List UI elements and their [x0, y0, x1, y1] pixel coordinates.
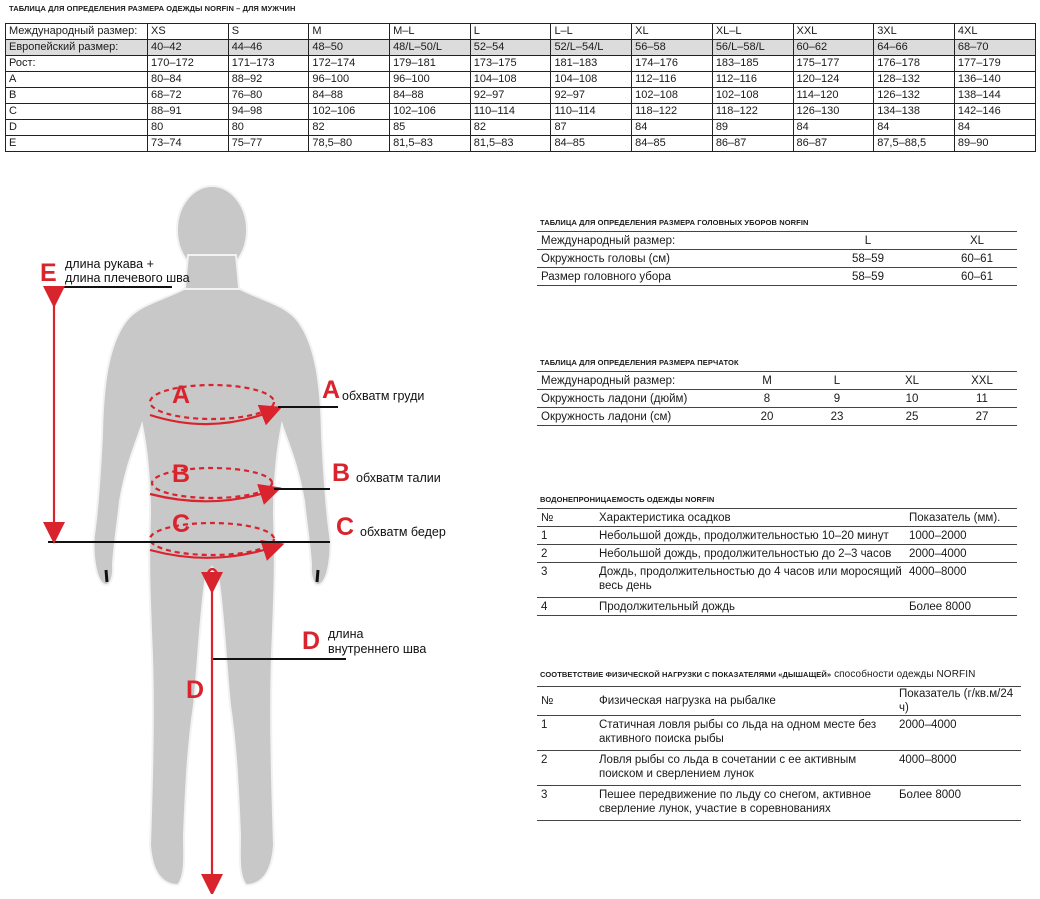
size-row-label: E [6, 136, 148, 152]
waterproof_table-cell: Продолжительный дождь [599, 600, 735, 613]
callout-letter-D: D [302, 627, 321, 655]
breathable_table-header-cell: Физическая нагрузка на рыбалке [599, 695, 776, 707]
gloves_table-cell: 9 [833, 392, 841, 405]
size-cell: 128–132 [874, 72, 955, 88]
gloves_table-cell: 8 [763, 392, 771, 405]
gloves_table-cell: 25 [905, 410, 919, 423]
size-table-row [6, 104, 1036, 120]
gloves_table-cell: 10 [905, 392, 919, 405]
size-cell: 44–46 [228, 40, 309, 56]
breathable_table-cell: 1 [541, 719, 548, 731]
size-table-row [6, 24, 1036, 40]
waterproof_table-row [537, 563, 1017, 598]
size-cell: 60–62 [793, 40, 874, 56]
breathable_table-cell: 2000–4000 [899, 719, 957, 731]
hats_table-cell: 60–61 [961, 252, 993, 265]
size-cell: 110–114 [470, 104, 551, 120]
size-cell: 118–122 [632, 104, 713, 120]
waterproof_table-cell: 4000–8000 [909, 566, 967, 578]
gloves-table-title: ТАБЛИЦА ДЛЯ ОПРЕДЕЛЕНИЯ РАЗМЕРА ПЕРЧАТОК [540, 358, 739, 367]
size-cell: 76–80 [228, 88, 309, 104]
gloves_table-cell: Международный размер: [541, 374, 676, 387]
size-cell: 88–91 [148, 104, 229, 120]
waterproof_table-cell: 4 [541, 600, 548, 613]
size-cell: 84–85 [551, 136, 632, 152]
body-letter-C: C [172, 510, 191, 538]
waterproof_table-cell: 2 [541, 547, 548, 560]
breathable_table-row [537, 716, 1021, 751]
size-cell: 68–72 [148, 88, 229, 104]
waterproof_table-header-row [537, 509, 1017, 527]
hats_table-cell: L [864, 234, 872, 247]
breathable_table-cell: Ловля рыбы со льда в сочетании с ее активным поиском и сверлением лунок [599, 754, 857, 780]
body-measurement-figure [0, 185, 520, 894]
callout-text-E-line1: длина рукава + [65, 257, 154, 271]
size-cell: 3XL [874, 24, 955, 40]
size-cell: XL–L [712, 24, 793, 40]
size-cell: 73–74 [148, 136, 229, 152]
size-table-row [6, 120, 1036, 136]
hats_table-cell: XL [969, 234, 985, 247]
size-cell: 82 [470, 120, 551, 136]
size-cell: 52–54 [470, 40, 551, 56]
callout-letter-B: B [332, 459, 351, 487]
body-letter-B: B [172, 460, 191, 488]
size-cell: 87 [551, 120, 632, 136]
breathable_table-header-cell: Показатель (г/кв.м/24 ч) [899, 688, 1014, 714]
gloves_table-row [537, 408, 1017, 426]
size-cell: 176–178 [874, 56, 955, 72]
size-cell: 89 [712, 120, 793, 136]
hats_table-row [537, 232, 1017, 250]
size-table-row [6, 40, 1036, 56]
hats_table-row [537, 250, 1017, 268]
size-cell: 92–97 [551, 88, 632, 104]
hats-size-table [537, 231, 1017, 286]
size-cell: 84 [632, 120, 713, 136]
body-letter-A: A [172, 381, 191, 409]
gloves_table-cell: 23 [830, 410, 844, 423]
breathable_table-cell: Статичная ловля рыбы со льда на одном месте без активного поиска рыбы [599, 719, 877, 745]
hats_table-cell: Окружность головы (см) [541, 252, 670, 265]
size-cell: 96–100 [390, 72, 471, 88]
breathable_table-header-cell: № [541, 695, 554, 707]
callout-text-E-line2: длина плечевого шва [65, 271, 190, 285]
callout-text-D-line2: внутреннего шва [328, 642, 427, 656]
size-cell: 118–122 [712, 104, 793, 120]
breathable_table-row [537, 786, 1021, 821]
size-table-row [6, 136, 1036, 152]
breathable-title-bold: СООТВЕТСТВИЕ ФИЗИЧЕСКОЙ НАГРУЗКИ С ПОКАЗАТЕЛЯМИ «ДЫШАЩЕЙ» [540, 670, 832, 679]
size-cell: 138–144 [954, 88, 1035, 104]
gloves-size-table [537, 371, 1017, 426]
size-row-label: Европейский размер: [6, 40, 148, 56]
size-table-row [6, 56, 1036, 72]
size-cell: 92–97 [470, 88, 551, 104]
size-table-title: ТАБЛИЦА ДЛЯ ОПРЕДЕЛЕНИЯ РАЗМЕРА ОДЕЖДЫ NORFIN – ДЛЯ МУЖЧИН [9, 4, 296, 13]
size-cell: 170–172 [148, 56, 229, 72]
size-cell: 177–179 [954, 56, 1035, 72]
gloves_table-cell: XL [904, 374, 920, 387]
callout-text-D-line1: длина [328, 627, 364, 641]
size-cell: 102–106 [309, 104, 390, 120]
breathable_table-row [537, 751, 1021, 786]
size-cell: L [470, 24, 551, 40]
size-cell: 179–181 [390, 56, 471, 72]
size-row-label: Международный размер: [6, 24, 148, 40]
size-cell: M [309, 24, 390, 40]
breathable_table-cell: Более 8000 [899, 789, 961, 801]
waterproof_table-cell: Дождь, продолжительностью до 4 часов или моросящий весь день [599, 566, 902, 592]
size-cell: 84–88 [390, 88, 471, 104]
size-cell: 4XL [954, 24, 1035, 40]
waterproof_table-header-cell: № [541, 511, 554, 524]
size-cell: 80 [148, 120, 229, 136]
waterproof_table-cell: 3 [541, 566, 548, 578]
breathable_table-cell: Пешее передвижение по льду со снегом, активное сверление лунок, участие в соревнованиях [599, 789, 872, 815]
size-table-row [6, 72, 1036, 88]
size-cell: 80–84 [148, 72, 229, 88]
waterproof_table-row [537, 545, 1017, 563]
size-cell: 142–146 [954, 104, 1035, 120]
size-cell: XS [148, 24, 229, 40]
size-cell: 114–120 [793, 88, 874, 104]
size-cell: 136–140 [954, 72, 1035, 88]
size-cell: 171–173 [228, 56, 309, 72]
waterproof_table-cell: Небольшой дождь, продолжительностью 10–20 минут [599, 529, 889, 542]
size-cell: 48–50 [309, 40, 390, 56]
breathable_table-cell: 2 [541, 754, 548, 766]
size-cell: 56–58 [632, 40, 713, 56]
size-cell: S [228, 24, 309, 40]
size-cell: 126–130 [793, 104, 874, 120]
size-cell: 126–132 [874, 88, 955, 104]
size-cell: 40–42 [148, 40, 229, 56]
waterproof_table-header-cell: Показатель (мм). [909, 511, 1001, 524]
breathable_table-header-row [537, 687, 1021, 716]
size-cell: 84 [874, 120, 955, 136]
size-cell: 84 [793, 120, 874, 136]
waterproof-table [537, 508, 1017, 616]
hats_table-cell: 58–59 [852, 270, 884, 283]
callout-letter-A: A [322, 376, 341, 404]
body-letter-D: D [186, 676, 205, 704]
gloves_table-row [537, 390, 1017, 408]
hats_table-cell: Международный размер: [541, 234, 676, 247]
gloves_table-cell: 27 [975, 410, 989, 423]
size-row-label: D [6, 120, 148, 136]
size-cell: 104–108 [470, 72, 551, 88]
gloves_table-row [537, 372, 1017, 390]
size-cell: 64–66 [874, 40, 955, 56]
size-cell: 104–108 [551, 72, 632, 88]
waterproof_table-cell: Более 8000 [909, 600, 971, 613]
size-cell: 175–177 [793, 56, 874, 72]
size-cell: 89–90 [954, 136, 1035, 152]
size-cell: 82 [309, 120, 390, 136]
right-finger-mark [317, 570, 318, 582]
size-cell: 181–183 [551, 56, 632, 72]
size-cell: 84–85 [632, 136, 713, 152]
gloves_table-cell: Окружность ладони (дюйм) [541, 392, 688, 405]
size-table-row [6, 88, 1036, 104]
gloves_table-cell: Окружность ладони (см) [541, 410, 672, 423]
size-cell: 110–114 [551, 104, 632, 120]
waterproof_table-header-cell: Характеристика осадков [599, 511, 731, 524]
waterproof_table-cell: 1000–2000 [909, 529, 967, 542]
size-cell: 86–87 [712, 136, 793, 152]
size-cell: XXL [793, 24, 874, 40]
size-cell: 56/L–58/L [712, 40, 793, 56]
size-cell: 75–77 [228, 136, 309, 152]
waterproof_table-cell: 1 [541, 529, 548, 542]
size-cell: 102–108 [632, 88, 713, 104]
gloves_table-cell: M [762, 374, 772, 387]
size-cell: 48/L–50/L [390, 40, 471, 56]
size-row-label: B [6, 88, 148, 104]
size-cell: 52/L–54/L [551, 40, 632, 56]
waterproof_table-cell: 2000–4000 [909, 547, 967, 560]
size-cell: 84–88 [309, 88, 390, 104]
size-cell: 174–176 [632, 56, 713, 72]
body-silhouette [0, 185, 520, 894]
gloves_table-cell: 20 [760, 410, 774, 423]
size-row-label: A [6, 72, 148, 88]
callout-text-A: обхватм груди [342, 389, 425, 403]
size-row-label: C [6, 104, 148, 120]
size-cell: 102–106 [390, 104, 471, 120]
size-cell: 80 [228, 120, 309, 136]
callout-letter-E: E [40, 259, 57, 287]
size-cell: 81,5–83 [390, 136, 471, 152]
size-cell: 84 [954, 120, 1035, 136]
breathable-title-normal: способности одежды NORFIN [831, 669, 976, 680]
waterproof-table-title: ВОДОНЕПРОНИЦАЕМОСТЬ ОДЕЖДЫ NORFIN [540, 495, 715, 504]
gloves_table-cell: 11 [976, 392, 988, 405]
waterproof_table-row [537, 598, 1017, 616]
size-cell: XL [632, 24, 713, 40]
size-cell: L–L [551, 24, 632, 40]
left-finger-mark [106, 570, 107, 582]
size-cell: 86–87 [793, 136, 874, 152]
size-cell: 173–175 [470, 56, 551, 72]
callout-text-C: обхватм бедер [360, 525, 446, 539]
size-cell: 172–174 [309, 56, 390, 72]
size-cell: 94–98 [228, 104, 309, 120]
size-cell: 112–116 [712, 72, 793, 88]
hats_table-cell: 58–59 [852, 252, 884, 265]
size-row-label: Рост: [6, 56, 148, 72]
size-cell: 102–108 [712, 88, 793, 104]
hats-table-title: ТАБЛИЦА ДЛЯ ОПРЕДЕЛЕНИЯ РАЗМЕРА ГОЛОВНЫХ УБОРОВ NORFIN [540, 218, 809, 227]
size-cell: 112–116 [632, 72, 713, 88]
hats_table-cell: 60–61 [961, 270, 993, 283]
size-cell: 183–185 [712, 56, 793, 72]
hats_table-row [537, 268, 1017, 286]
size-cell: 88–92 [228, 72, 309, 88]
callout-text-B: обхватм талии [356, 471, 441, 485]
hats_table-cell: Размер головного убора [541, 270, 672, 283]
size-cell: 134–138 [874, 104, 955, 120]
waterproof_table-cell: Небольшой дождь, продолжительностью до 2–3 часов [599, 547, 892, 560]
breathable-table-title [540, 669, 975, 680]
size-cell: 85 [390, 120, 471, 136]
size-cell: 78,5–80 [309, 136, 390, 152]
size-table [5, 23, 1036, 152]
size-cell: 96–100 [309, 72, 390, 88]
breathable-table [537, 686, 1021, 821]
size-cell: 120–124 [793, 72, 874, 88]
callout-letter-C: C [336, 513, 355, 541]
size-cell: 68–70 [954, 40, 1035, 56]
size-cell: 81,5–83 [470, 136, 551, 152]
breathable_table-cell: 4000–8000 [899, 754, 957, 766]
gloves_table-cell: XXL [971, 374, 993, 387]
breathable_table-cell: 3 [541, 789, 548, 801]
size-cell: M–L [390, 24, 471, 40]
gloves_table-cell: L [833, 374, 841, 387]
size-cell: 87,5–88,5 [874, 136, 955, 152]
waterproof_table-row [537, 527, 1017, 545]
